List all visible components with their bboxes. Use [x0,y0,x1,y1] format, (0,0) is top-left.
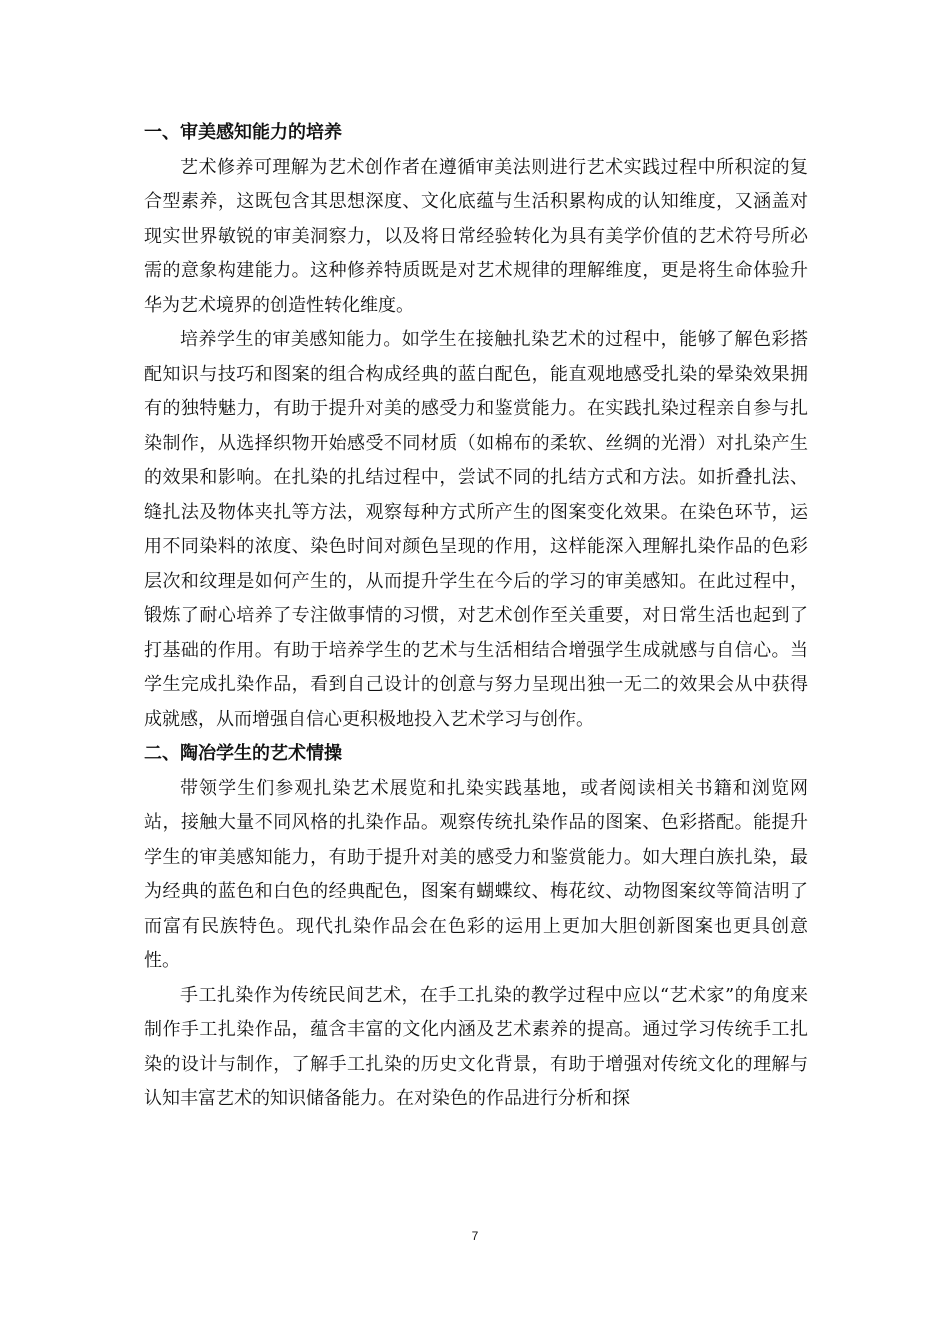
section-2-heading: 二、陶冶学生的艺术情操 [144,743,342,764]
section-1-paragraph-2: 培养学生的审美感知能力。如学生在接触扎染艺术的过程中，能够了解色彩搭配知识与技巧和图案的组合构成经典的蓝白配色，能直观地感受扎染的晕染效果拥有的独特魅力，有助于提升对美的感受力和鉴赏能力。在实践扎染过程亲自参与扎染制作，从选择织物开始感受不同材质（如棉布的柔软、丝绸的光滑）对扎染产生的效果和影响。在扎染的扎结过程中，尝试不同的扎结方式和方法。如折叠扎法、缝扎法及物体夹扎等方法，观察每种方式所产生的图案变化效果。在染色环节，运用不同染料的浓度、染色时间对颜色呈现的作用，这样能深入理解扎染作品的色彩层次和纹理是如何产生的，从而提升学生在今后的学习的审美感知。在此过程中，锻炼了耐心培养了专注做事情的习惯，对艺术创作至关重要，对日常生活也起到了打基础的作用。有助于培养学生的艺术与生活相结合增强学生成就感与自信心。当学生完成扎染作品，看到自己设计的创意与努力呈现出独一无二的效果会从中获得成就感，从而增强自信心更积极地投入艺术学习与创作。 [144,329,808,730]
section-2-paragraph-1: 带领学生们参观扎染艺术展览和扎染实践基地，或者阅读相关书籍和浏览网站，接触大量不同风格的扎染作品。观察传统扎染作品的图案、色彩搭配。能提升学生的审美感知能力，有助于提升对美的感受力和鉴赏能力。如大理白族扎染，最为经典的蓝色和白色的经典配色，图案有蝴蝶纹、梅花纹、动物图案纹等简洁明了而富有民族特色。现代扎染作品会在色彩的运用上更加大胆创新图案也更具创意性。 [144,777,808,971]
section-2-paragraph-2: 手工扎染作为传统民间艺术，在手工扎染的教学过程中应以“艺术家”的角度来制作手工扎染作品，蕴含丰富的文化内涵及艺术素养的提高。通过学习传统手工扎染的设计与制作，了解手工扎染的历史文化背景，有助于增强对传统文化的理解与认知丰富艺术的知识储备能力。在对染色的作品进行分析和探 [144,984,808,1109]
page-number: 7 [471,1229,479,1243]
page-content [144,116,808,1117]
section-1-heading: 一、审美感知能力的培养 [144,122,342,143]
section-1-paragraph-1: 艺术修养可理解为艺术创作者在遵循审美法则进行艺术实践过程中所积淀的复合型素养，这既包含其思想深度、文化底蕴与生活积累构成的认知维度，又涵盖对现实世界敏锐的审美洞察力，以及将日常经验转化为具有美学价值的艺术符号所必需的意象构建能力。这种修养特质既是对艺术规律的理解维度，更是将生命体验升华为艺术境界的创造性转化维度。 [144,156,808,316]
